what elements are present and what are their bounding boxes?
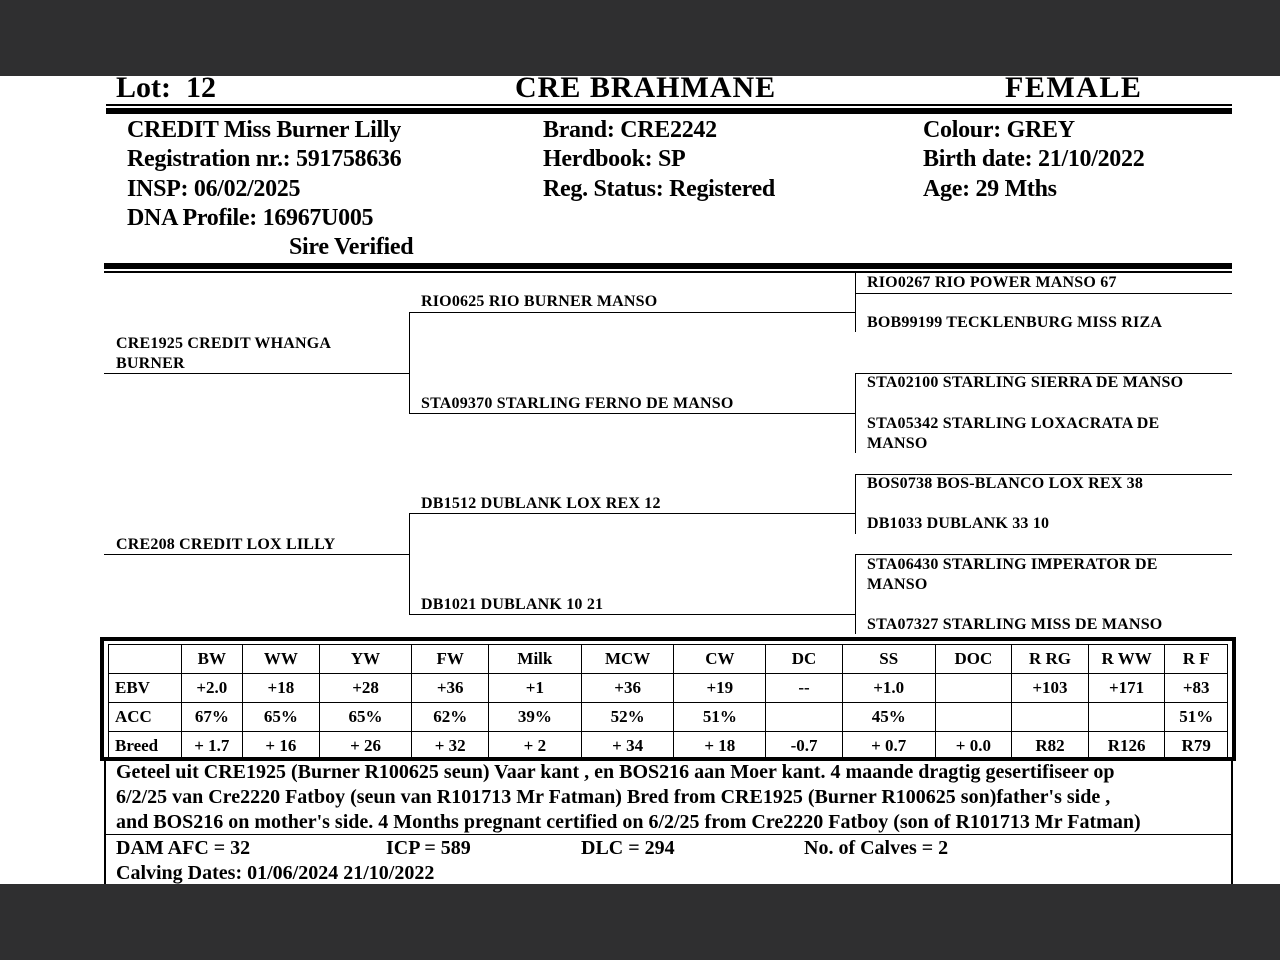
ebv-cell <box>1088 703 1165 732</box>
ebv-column-header: SS <box>842 645 935 674</box>
ebv-row-label: Breed <box>109 732 182 761</box>
summary-border-right <box>1231 760 1233 884</box>
pedigree-dam-sire: DB1512 DUBLANK LOX REX 12 <box>421 495 661 512</box>
ebv-cell: +28 <box>319 674 412 703</box>
icp: ICP = 589 <box>386 837 471 859</box>
breed-heading: CRE BRAHMANE <box>515 76 777 104</box>
pedigree-ddd: STA07327 STARLING MISS DE MANSO <box>867 616 1163 633</box>
ebv-column-header: DOC <box>935 645 1012 674</box>
ebv-cell: +18 <box>243 674 320 703</box>
registration-number: Registration nr.: 591758636 <box>127 146 402 172</box>
pedigree-sire-sire: RIO0625 RIO BURNER MANSO <box>421 293 658 310</box>
ebv-cell: +171 <box>1088 674 1165 703</box>
ebv-cell: 65% <box>319 703 412 732</box>
pedigree-ss-line <box>409 312 855 313</box>
lot-number: 12 <box>186 76 216 104</box>
ebv-cell: +36 <box>581 674 674 703</box>
ebv-row-label: ACC <box>109 703 182 732</box>
pedigree-dam: CRE208 CREDIT LOX LILLY <box>116 536 336 553</box>
comment-line: and BOS216 on mother's side. 4 Months pregnant certified on 6/2/25 from Cre2220 Fatboy (son of R101713 Mr Fatman) <box>116 811 1141 833</box>
ebv-cell: + 26 <box>319 732 412 761</box>
lot-page <box>0 76 1280 884</box>
pedigree-ss-connector <box>855 272 856 332</box>
ebv-cell: + 2 <box>489 732 582 761</box>
ebv-column-header: R WW <box>1088 645 1165 674</box>
pedigree-sire-dam: STA09370 STARLING FERNO DE MANSO <box>421 395 734 412</box>
ebv-cell: + 18 <box>674 732 766 761</box>
sex-heading: FEMALE <box>1005 76 1143 104</box>
ebv-cell <box>935 674 1012 703</box>
ebv-cell: + 0.7 <box>842 732 935 761</box>
ebv-column-header <box>109 645 182 674</box>
calving-dates: Calving Dates: 01/06/2024 21/10/2022 <box>116 862 435 884</box>
ebv-cell: 67% <box>181 703 242 732</box>
pedigree-sd-line <box>409 413 855 414</box>
ebv-cell: + 34 <box>581 732 674 761</box>
ebv-cell: 45% <box>842 703 935 732</box>
ebv-cell: +1.0 <box>842 674 935 703</box>
insp-date: INSP: 06/02/2025 <box>127 176 301 202</box>
ebv-column-header: WW <box>243 645 320 674</box>
ebv-cell: 51% <box>674 703 766 732</box>
ebv-cell <box>935 703 1012 732</box>
ebv-row-label: EBV <box>109 674 182 703</box>
ebv-table <box>108 644 1228 761</box>
pedigree-sire-line <box>104 373 409 374</box>
pedigree-dd-line <box>409 614 855 615</box>
pedigree-sire-connector <box>409 312 410 414</box>
ebv-column-header: DC <box>766 645 843 674</box>
ebv-cell: + 32 <box>412 732 489 761</box>
ebv-cell: -0.7 <box>766 732 843 761</box>
pedigree-sss-line <box>855 293 1232 294</box>
lot-heading <box>116 76 216 106</box>
reg-status: Reg. Status: Registered <box>543 176 775 202</box>
ebv-row <box>109 674 1228 703</box>
ebv-cell: 51% <box>1165 703 1228 732</box>
pedigree-ssd: BOB99199 TECKLENBURG MISS RIZA <box>867 314 1163 331</box>
ebv-column-header: CW <box>674 645 766 674</box>
pedigree-dss: BOS0738 BOS-BLANCO LOX REX 38 <box>867 475 1144 492</box>
ebv-cell: R126 <box>1088 732 1165 761</box>
no-of-calves: No. of Calves = 2 <box>804 837 949 859</box>
comment-line: Geteel uit CRE1925 (Burner R100625 seun) Vaar kant , en BOS216 aan Moer kant. 4 maande dragtig gesertifiseer op <box>116 761 1115 783</box>
ebv-cell: +19 <box>674 674 766 703</box>
ebv-cell: + 0.0 <box>935 732 1012 761</box>
ebv-cell: +2.0 <box>181 674 242 703</box>
ebv-cell: 65% <box>243 703 320 732</box>
ebv-header-row <box>109 645 1228 674</box>
comment-line: 6/2/25 van Cre2220 Fatboy (seun van R101713 Mr Fatman) Bred from CRE1925 (Burner R100625 son)father's side , <box>116 786 1111 808</box>
sire-verified: Sire Verified <box>289 234 414 260</box>
pedigree-sire: CRE1925 CREDIT WHANGA BURNER <box>116 335 331 372</box>
ebv-column-header: R F <box>1165 645 1228 674</box>
pedigree-dam-line <box>104 554 409 555</box>
pedigree-dam-connector <box>409 513 410 615</box>
ebv-column-header: Milk <box>489 645 582 674</box>
summary-divider <box>104 834 1233 835</box>
pedigree-dds: STA06430 STARLING IMPERATOR DE MANSO <box>867 556 1158 593</box>
dam-afc: DAM AFC = 32 <box>116 837 251 859</box>
dna-profile: DNA Profile: 16967U005 <box>127 205 374 231</box>
pedigree-sd-connector <box>855 373 856 453</box>
lot-label: Lot: <box>116 76 171 104</box>
pedigree-ds-line <box>409 513 855 514</box>
ebv-cell: +36 <box>412 674 489 703</box>
ebv-column-header: MCW <box>581 645 674 674</box>
summary-border-left <box>104 760 106 884</box>
ebv-cell: +83 <box>1165 674 1228 703</box>
pedigree-dam-dam: DB1021 DUBLANK 10 21 <box>421 596 604 613</box>
header-rule-thick <box>106 108 1232 114</box>
age: Age: 29 Mths <box>923 176 1057 202</box>
colour: Colour: GREY <box>923 117 1075 143</box>
ebv-cell: +1 <box>489 674 582 703</box>
ebv-cell: + 16 <box>243 732 320 761</box>
ebv-column-header: R RG <box>1012 645 1089 674</box>
ebv-column-header: FW <box>412 645 489 674</box>
pedigree-dsd: DB1033 DUBLANK 33 10 <box>867 515 1050 532</box>
pedigree-sds-line <box>855 373 1232 374</box>
pedigree-dds-line <box>855 554 1232 555</box>
birth-date: Birth date: 21/10/2022 <box>923 146 1145 172</box>
ebv-cell <box>766 703 843 732</box>
animal-name: CREDIT Miss Burner Lilly <box>127 117 401 143</box>
ebv-cell: 39% <box>489 703 582 732</box>
dlc: DLC = 294 <box>581 837 675 859</box>
ebv-cell: 62% <box>412 703 489 732</box>
pedigree-sss: RIO0267 RIO POWER MANSO 67 <box>867 274 1117 291</box>
pedigree-dss-line <box>855 474 1232 475</box>
herdbook: Herdbook: SP <box>543 146 686 172</box>
ebv-column-header: YW <box>319 645 412 674</box>
info-rule-thick <box>104 263 1232 269</box>
pedigree-sds: STA02100 STARLING SIERRA DE MANSO <box>867 374 1184 391</box>
ebv-cell: R82 <box>1012 732 1089 761</box>
ebv-cell: +103 <box>1012 674 1089 703</box>
comments <box>116 760 1226 835</box>
pedigree-dd-connector <box>855 554 856 634</box>
pedigree-sdd: STA05342 STARLING LOXACRATA DE MANSO <box>867 415 1160 452</box>
brand: Brand: CRE2242 <box>543 117 717 143</box>
ebv-column-header: BW <box>181 645 242 674</box>
ebv-cell: + 1.7 <box>181 732 242 761</box>
ebv-row <box>109 732 1228 761</box>
pedigree-ds-connector <box>855 474 856 534</box>
header-rule-thin <box>106 104 1232 106</box>
ebv-cell: 52% <box>581 703 674 732</box>
ebv-cell <box>1012 703 1089 732</box>
ebv-cell: R79 <box>1165 732 1228 761</box>
ebv-row <box>109 703 1228 732</box>
ebv-table-frame <box>100 637 1236 761</box>
ebv-cell: -- <box>766 674 843 703</box>
